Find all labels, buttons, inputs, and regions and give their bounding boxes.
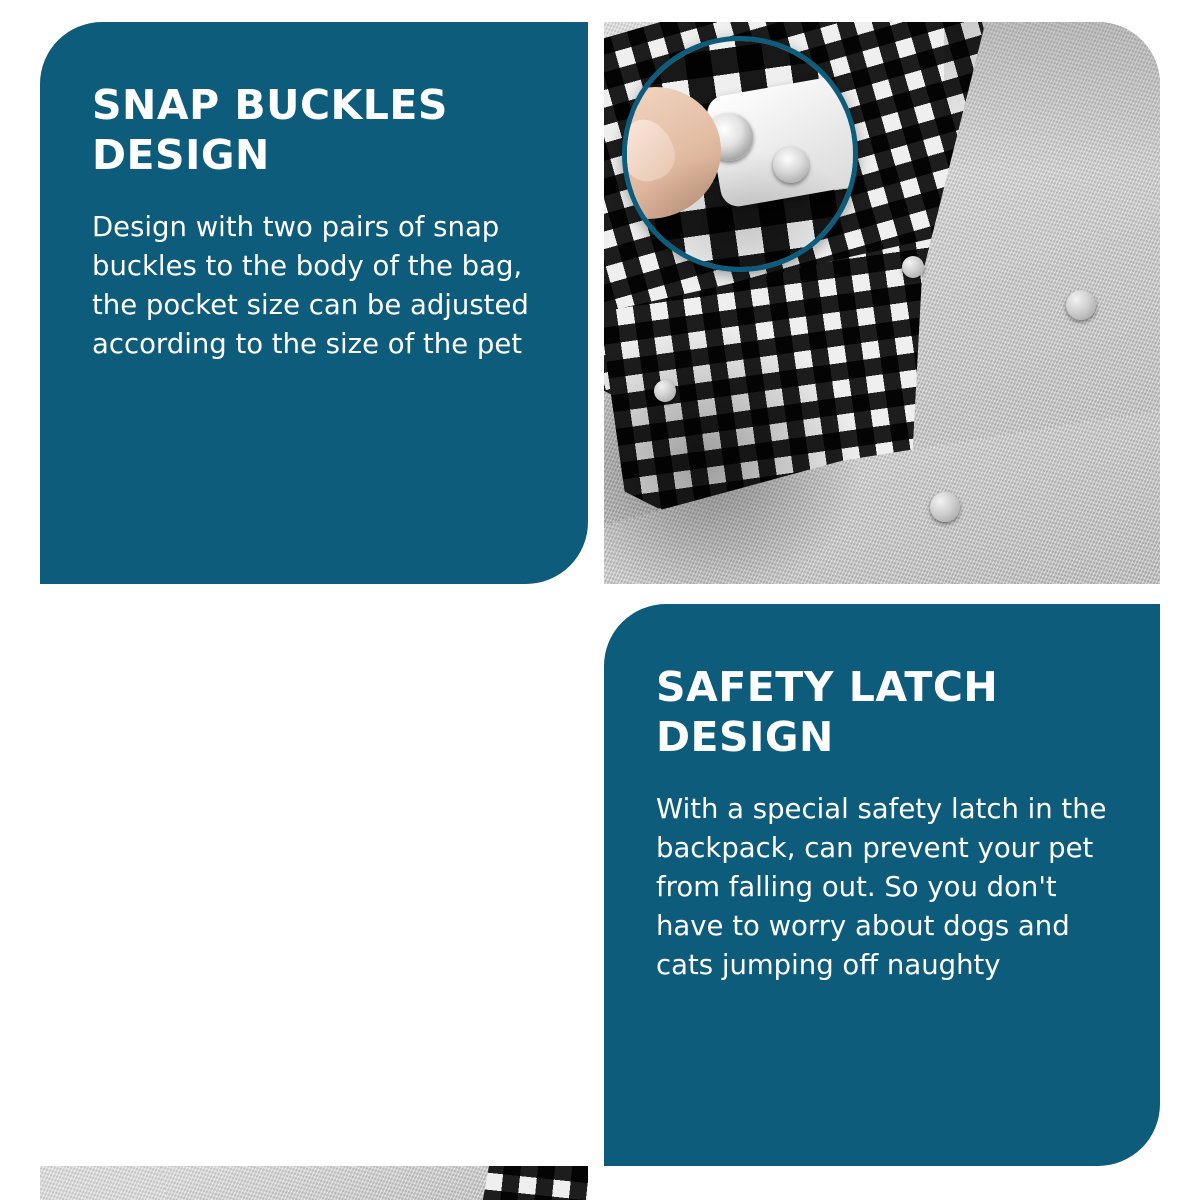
- snap-buckles-body: Design with two pairs of snap buckles to the body of the bag, the pocket size can be adjusted according to the size of the pet: [92, 211, 529, 361]
- snap-button-upper: [1066, 290, 1096, 320]
- photo-shadow-top: [944, 22, 1160, 172]
- snap-button-lining: [902, 256, 924, 278]
- safety-latch-title: [656, 662, 1108, 762]
- safety-latch-title-line-1: SAFETY LATCH: [656, 663, 999, 711]
- snap-buckles-photo: [604, 22, 1160, 584]
- snap-buckles-title: [92, 80, 536, 180]
- snap-buckles-title-line-1: SNAP BUCKLES: [92, 81, 448, 129]
- callout-inner-shadow: [627, 151, 858, 272]
- photo-shadow-left: [604, 322, 864, 584]
- snap-buckle-callout: [622, 36, 858, 272]
- snap-buckles-text-panel: [40, 22, 588, 584]
- safety-latch-text-panel: [604, 604, 1160, 1166]
- safety-latch-photo: [40, 1166, 588, 1200]
- snap-button-lining-2: [654, 380, 676, 402]
- snap-button-lower: [930, 492, 960, 522]
- safety-latch-title-line-2: DESIGN: [656, 713, 834, 762]
- snap-buckles-title-line-2: DESIGN: [92, 131, 270, 180]
- gray-hood: [160, 1166, 490, 1200]
- safety-latch-body: With a special safety latch in the backpack, can prevent your pet from falling out. So you don't have to worry about dogs and cats jumping off naughty: [656, 793, 1107, 982]
